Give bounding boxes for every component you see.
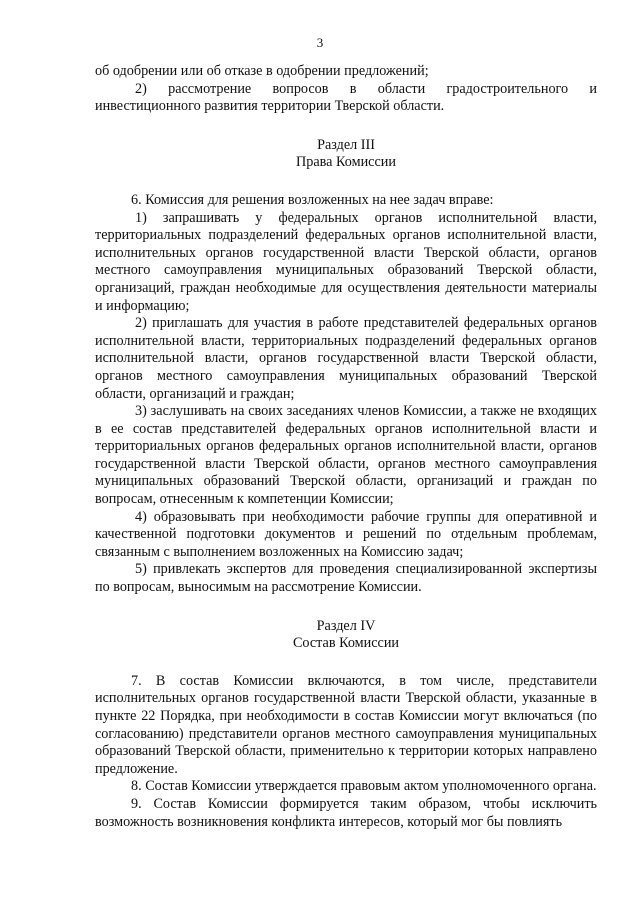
page-number: 3 bbox=[316, 35, 324, 50]
section-4-subtitle: Состав Комиссии bbox=[292, 635, 400, 652]
clause-6-item-5: 5) привлекать экспертов для проведения специализированной экспертизы по вопросам, выносимым на рассмотрение Комиссии. bbox=[95, 561, 597, 596]
clause-6-item-3: 3) заслушивать на своих заседаниях членов Комиссии, а также не входящих в ее состав представителей федеральных органов исполнительной власти и территориальных органов федеральных органов исполнительной власти, органов государственной власти Тверской области, органов местного самоуправления муниципальных образований Тверской области, организаций и граждан по вопросам, отнесенным к компетенции Комиссии; bbox=[95, 403, 597, 508]
paragraph-continuation: об одобрении или об отказе в одобрении предложений; bbox=[95, 63, 429, 79]
section-3-title: Раздел III bbox=[317, 136, 375, 153]
clause-7: 7. В состав Комиссии включаются, в том числе, представители исполнительных органов государственной власти Тверской области, указанные в пункте 22 Порядка, при необходимости в состав Комиссии могут включаться (по согласованию) представители органов местного самоуправления муниципальных образований Тверской области, применительно к территории которых направлено предложение. bbox=[95, 672, 597, 777]
list-item-2: 2) рассмотрение вопросов в области градостроительного и инвестиционного развития территории Тверской области. bbox=[95, 80, 597, 115]
clause-6-intro: 6. Комиссия для решения возложенных на нее задач вправе: bbox=[131, 191, 494, 208]
clause-6-item-2: 2) приглашать для участия в работе представителей федеральных органов исполнительной власти, территориальных подразделений федеральных органов исполнительной власти, органов государственной власти Тверской области, органов местного самоуправления муниципальных образований Тверской области, организаций и граждан; bbox=[95, 315, 597, 402]
clause-9: 9. Состав Комиссии формируется таким образом, чтобы исключить возможность возникновения конфликта интересов, который мог бы повлиять bbox=[95, 795, 597, 830]
section-4-title: Раздел IV bbox=[316, 617, 376, 634]
document-body bbox=[95, 63, 597, 831]
clause-6-item-1: 1) запрашивать у федеральных органов исполнительной власти, территориальных подразделений федеральных органов исполнительной власти, исполнительных органов государственной власти Тверской области, органов местного самоуправления муниципальных образований Тверской области, организаций, граждан необходимые для осуществления деятельности материалы и информацию; bbox=[95, 209, 597, 314]
clause-8: 8. Состав Комиссии утверждается правовым актом уполномоченного органа. bbox=[131, 778, 597, 795]
clause-6-item-4: 4) образовывать при необходимости рабочие группы для оперативной и качественной подготовки документов и решений по отдельным проблемам, связанным с выполнением возложенных на Комиссию задач; bbox=[95, 508, 597, 560]
section-3-subtitle: Права Комиссии bbox=[296, 154, 396, 171]
